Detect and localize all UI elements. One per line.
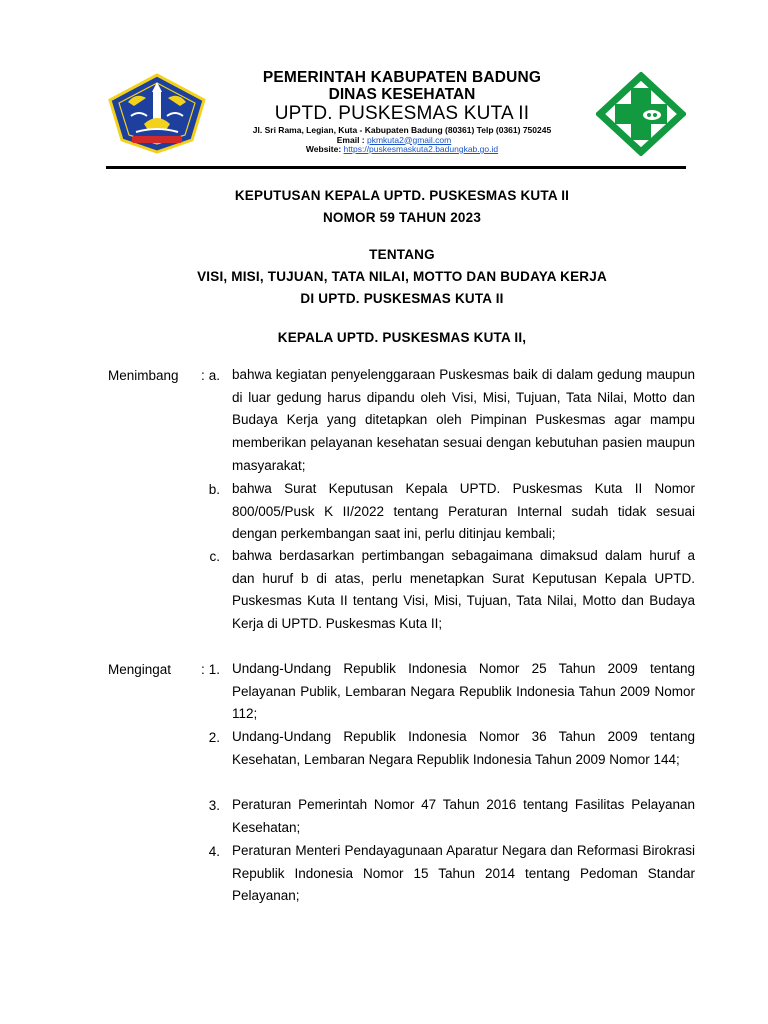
menimbang-marker-c: c. [209,549,220,564]
menimbang-colon: : [201,368,205,383]
letterhead-email [212,136,576,145]
mengingat-colon: : [201,662,205,677]
letterhead-website [220,145,584,154]
menimbang-marker-a: a. [208,368,220,383]
mengingat-label: Mengingat [108,662,172,677]
menimbang-item-c: bahwa berdasarkan pertimbangan sebagaimana dimaksud dalam huruf a dan huruf b di atas, perlu menetapkan Surat Keputusan Kepala UPTD. Puskesmas Kuta II tentang Visi, Misi, Tujuan, Tata Nilai, Motto dan Budaya Kerja di UPTD. Puskesmas Kuta II; [232,548,695,632]
letterhead [220,70,584,154]
decree-title: KEPUTUSAN KEPALA UPTD. PUSKESMAS KUTA II [234,188,570,203]
decree-about: TENTANG [369,247,435,262]
mengingat-marker-2: 2. [208,730,220,745]
letterhead-department: DINAS KESEHATAN [328,85,476,103]
mengingat-item-3: Peraturan Pemerintah Nomor 47 Tahun 2016 tentang Fasilitas Pelayanan Kesehatan; [232,797,695,835]
mengingat-item-4: Peraturan Menteri Pendayagunaan Aparatur Negara dan Reformasi Birokrasi Republik Indonesia Nomor 15 Tahun 2014 tentang Pedoman Standar Pelayanan; [232,843,695,904]
puskesmas-green-cross-icon [596,72,686,156]
mengingat-marker-4: 4. [208,844,220,859]
mengingat-marker-3: 3. [208,798,220,813]
badung-regency-emblem-icon [106,72,208,154]
mengingat-item-1: Undang-Undang Republik Indonesia Nomor 25 Tahun 2009 tentang Pelayanan Publik, Lembaran Negara Republik Indonesia Tahun 2009 Nomor 112; [232,661,695,722]
decree-location: DI UPTD. PUSKESMAS KUTA II [300,291,504,306]
website-link[interactable]: https://puskesmaskuta2.badungkab.go.id [343,144,499,154]
mengingat-item-2: Undang-Undang Republik Indonesia Nomor 36 Tahun 2009 tentang Kesehatan, Lembaran Negara Republik Indonesia Tahun 2009 Nomor 144; [232,729,695,767]
letterhead-address: Jl. Sri Rama, Legian, Kuta - Kabupaten Badung (80361) Telp (0361) 750245 [252,125,552,135]
menimbang-item-b: bahwa Surat Keputusan Kepala UPTD. Puskesmas Kuta II Nomor 800/005/Pusk K II/2022 tentang Peraturan Internal sudah tidak sesuai dengan perkembangan saat ini, perlu ditinjau kembali; [232,481,695,542]
email-label: Email : [336,134,367,145]
decree-subject: VISI, MISI, TUJUAN, TATA NILAI, MOTTO DAN BUDAYA KERJA [197,269,607,284]
decree-issuer: KEPALA UPTD. PUSKESMAS KUTA II, [277,330,527,345]
menimbang-label: Menimbang [108,368,179,383]
mengingat-marker-1: 1. [208,662,220,677]
email-link[interactable]: pkmkuta2@gmail.com [367,134,452,145]
letterhead-government: PEMERINTAH KABUPATEN BADUNG [262,69,542,86]
letterhead-divider [106,166,686,169]
website-label: Website: [305,144,344,154]
letterhead-institution: UPTD. PUSKESMAS KUTA II [274,103,530,124]
menimbang-item-a: bahwa kegiatan penyelenggaraan Puskesmas baik di dalam gedung maupun di luar gedung harus dipandu oleh Visi, Misi, Tujuan, Tata Nilai, Motto dan Budaya Kerja yang ditetapkan oleh Pimpinan Puskesmas agar mampu memberikan pelayanan kesehatan sesuai dengan kebutuhan pasien maupun masyarakat; [232,367,695,473]
menimbang-marker-b: b. [208,482,220,497]
decree-number: NOMOR 59 TAHUN 2023 [322,210,482,225]
